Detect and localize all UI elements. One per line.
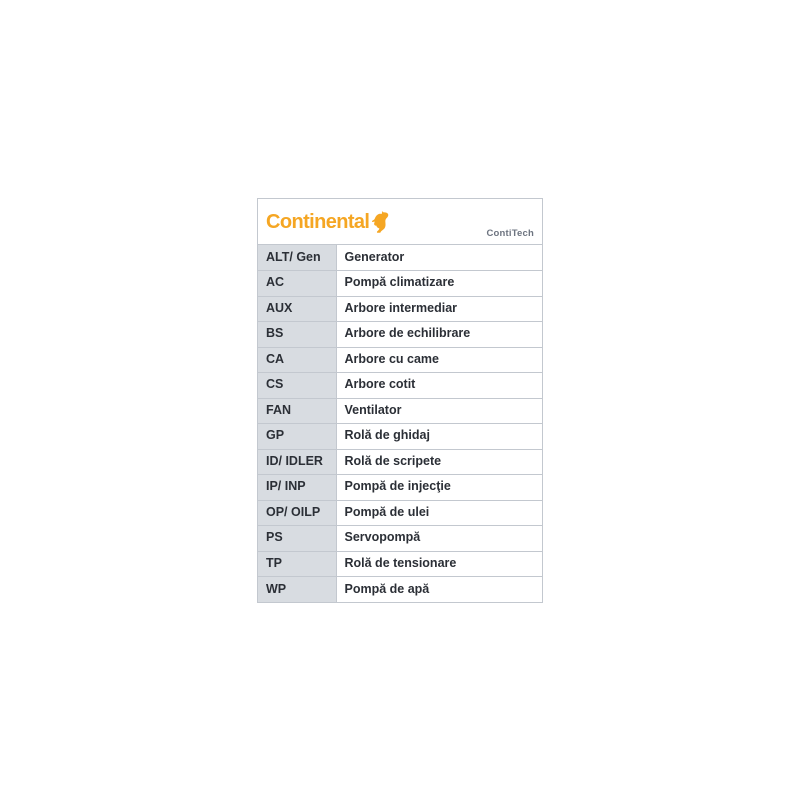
table-row [258,526,542,552]
abbreviation-cell: AUX [258,296,336,322]
table-row [258,322,542,348]
abbreviation-cell: BS [258,322,336,348]
abbreviation-table [258,245,542,602]
abbreviation-cell: PS [258,526,336,552]
table-row [258,373,542,399]
abbreviation-cell: AC [258,271,336,297]
abbreviation-cell: WP [258,577,336,603]
description-cell: Servopompă [336,526,542,552]
table-row [258,398,542,424]
table-row [258,271,542,297]
contitech-sub-brand: ContiTech [486,228,534,239]
description-cell: Pompă climatizare [336,271,542,297]
abbreviation-cell: TP [258,551,336,577]
card-header [258,199,542,245]
abbreviation-cell: GP [258,424,336,450]
table-row [258,500,542,526]
description-cell: Arbore cotit [336,373,542,399]
table-row [258,245,542,271]
description-cell: Arbore intermediar [336,296,542,322]
description-cell: Pompă de apă [336,577,542,603]
description-cell: Rolă de scripete [336,449,542,475]
abbreviation-legend-card [257,198,543,603]
description-cell: Rolă de ghidaj [336,424,542,450]
description-cell: Arbore cu came [336,347,542,373]
abbreviation-cell: OP/ OILP [258,500,336,526]
description-cell: Pompă de injecţie [336,475,542,501]
description-cell: Rolă de tensionare [336,551,542,577]
table-row [258,475,542,501]
abbreviation-cell: ID/ IDLER [258,449,336,475]
abbreviation-cell: IP/ INP [258,475,336,501]
abbreviation-cell: CA [258,347,336,373]
rearing-horse-icon [372,211,389,233]
abbreviation-cell: FAN [258,398,336,424]
description-cell: Pompă de ulei [336,500,542,526]
description-cell: Arbore de echilibrare [336,322,542,348]
table-row [258,551,542,577]
abbreviation-cell: CS [258,373,336,399]
continental-logo [266,207,389,237]
table-row [258,347,542,373]
table-row [258,577,542,603]
description-cell: Ventilator [336,398,542,424]
description-cell: Generator [336,245,542,271]
table-row [258,296,542,322]
table-row [258,449,542,475]
abbreviation-cell: ALT/ Gen [258,245,336,271]
table-row [258,424,542,450]
continental-wordmark: Continental [266,211,370,233]
